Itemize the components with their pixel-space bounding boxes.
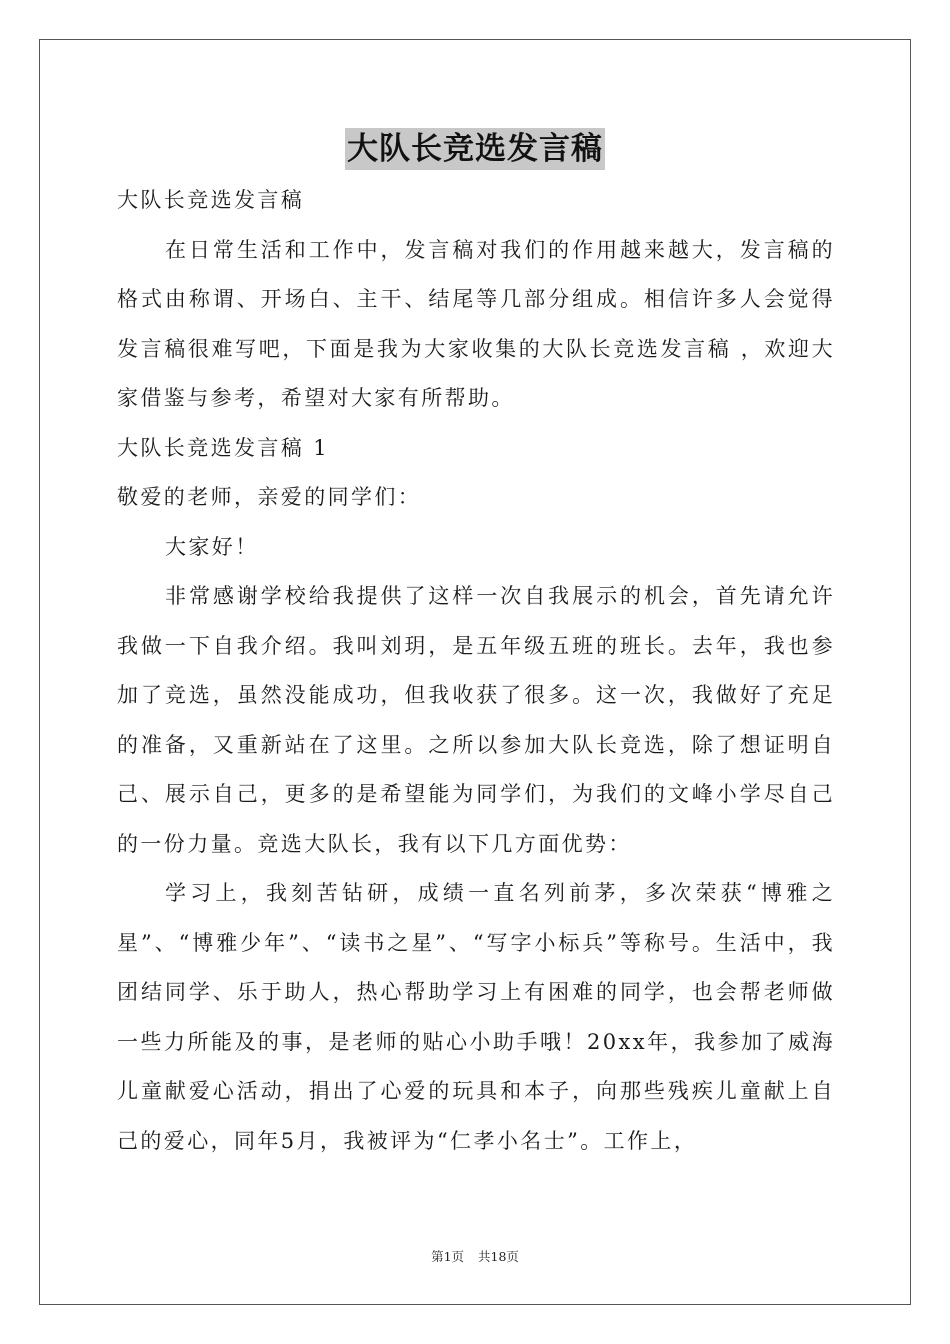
paragraph-achievements: 学习上，我刻苦钻研，成绩一直名列前茅，多次荣获“博雅之星”、“博雅少年”、“读书之星”、“写字小标兵”等称号。生活中，我团结同学、乐于助人，热心帮助学习上有困难的同学，也会帮老师做一些力所能及的事，是老师的贴心小助手哦！20xx年，我参加了威海儿童献爱心活动，捐出了心爱的玩具和本子，向那些残疾儿童献上自己的爱心，同年5月，我被评为“仁孝小名士”。工作上， (117, 881, 835, 1153)
paragraph-salutation: 敬爱的老师，亲爱的同学们： (117, 485, 422, 509)
paragraph-section-heading: 大队长竞选发言稿 1 (117, 435, 330, 460)
page-number: 第1页 (431, 1249, 465, 1264)
document-title: 大队长竞选发言稿 (345, 128, 605, 170)
paragraph-subtitle: 大队长竞选发言稿 (117, 188, 305, 212)
document-body (117, 176, 835, 1166)
page-footer (0, 1247, 950, 1265)
page-total: 共18页 (478, 1249, 519, 1264)
paragraph-self-introduction: 非常感谢学校给我提供了这样一次自我展示的机会，首先请允许我做一下自我介绍。我叫刘玥，是五年级五班的班长。去年，我也参加了竞选，虽然没能成功，但我收获了很多。这一次，我做好了充足的准备，又重新站在了这里。之所以参加大队长竞选，除了想证明自己、展示自己，更多的是希望能为同学们，为我们的文峰小学尽自己的一份力量。竞选大队长，我有以下几方面优势： (117, 584, 835, 856)
title-container (0, 128, 950, 170)
paragraph-intro: 在日常生活和工作中，发言稿对我们的作用越来越大，发言稿的格式由称谓、开场白、主干、结尾等几部分组成。相信许多人会觉得发言稿很难写吧，下面是我为大家收集的大队长竞选发言稿 ，欢迎大家借鉴与参考，希望对大家有所帮助。 (117, 237, 835, 410)
paragraph-greeting: 大家好！ (165, 534, 259, 559)
